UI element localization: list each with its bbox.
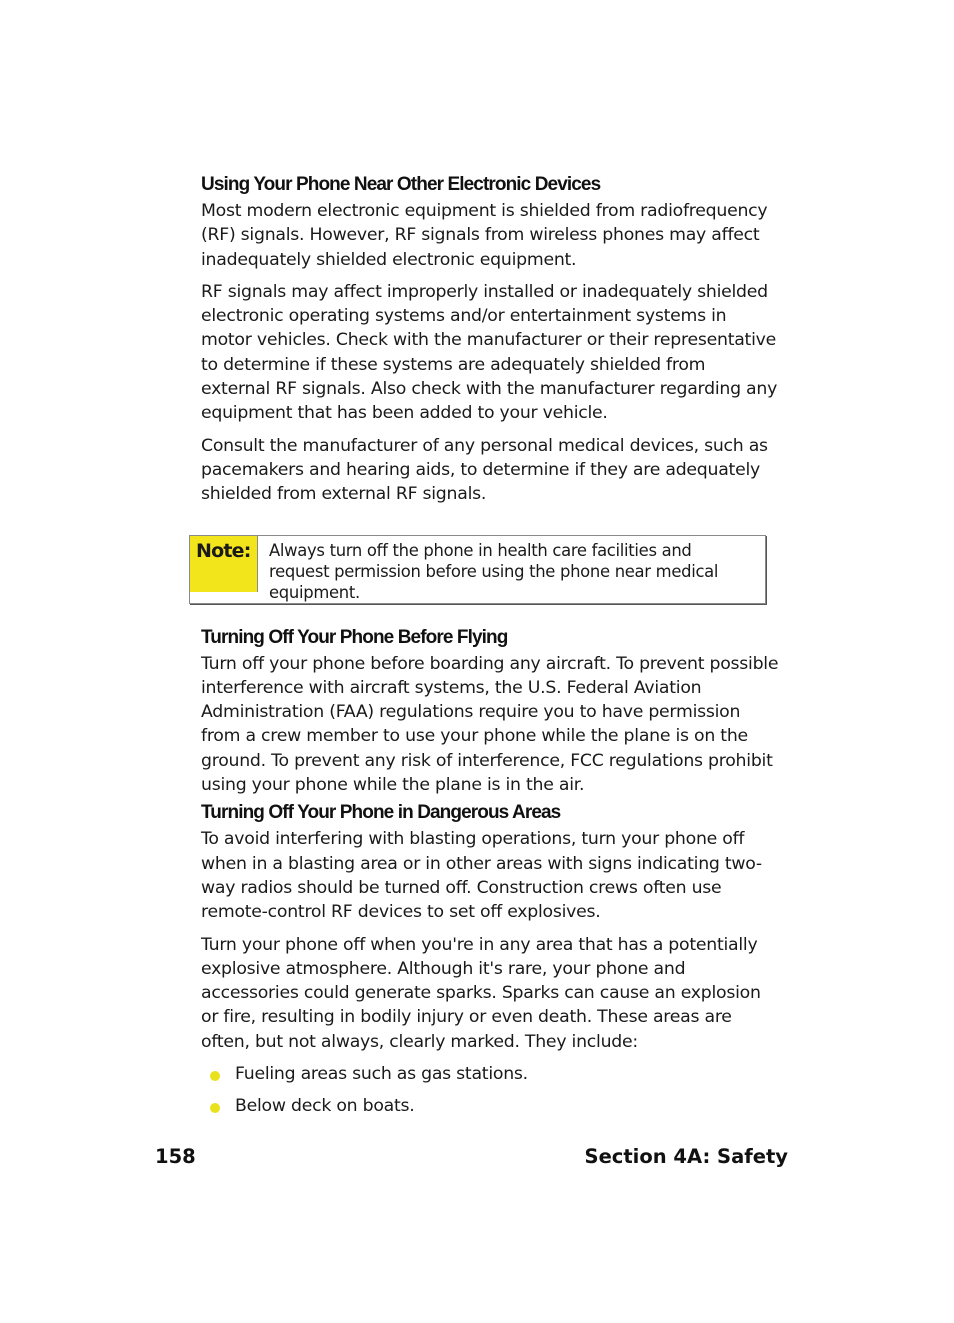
heading-electronic-devices: Using Your Phone Near Other Electronic Devices — [201, 174, 601, 195]
heading-dangerous-areas: Turning Off Your Phone in Dangerous Areas — [201, 802, 561, 824]
paragraph: To avoid interfering with blasting operations, turn your phone off when in a blasting area or in other areas with signs indicating two-way radios should be turned off. Construction crews often use remote-control RF devices to set off explosives. — [201, 829, 762, 923]
note-label: Note: — [190, 536, 258, 592]
section-title: Section 4A: Safety — [584, 1145, 788, 1168]
list-item — [201, 1062, 779, 1086]
list-item-text: Below deck on boats. — [235, 1096, 415, 1117]
bullet-icon — [210, 1071, 220, 1081]
note-box — [189, 535, 766, 604]
list-item-text: Fueling areas such as gas stations. — [235, 1064, 528, 1085]
paragraph: Consult the manufacturer of any personal medical devices, such as pacemakers and hearing aids, to determine if they are adequately shielded from external RF signals. — [201, 435, 768, 505]
bullet-icon — [210, 1103, 220, 1113]
paragraph: Turn off your phone before boarding any aircraft. To prevent possible interference with aircraft systems, the U.S. Federal Aviation Administration (FAA) regulations require you to have permission from a crew member to use your phone while the plane is on the ground. To prevent any risk of interference, FCC regulations prohibit using your phone while the plane is in the air. — [201, 653, 779, 796]
note-text: Always turn off the phone in health care facilities and request permission before using the phone near medical equipment. — [269, 540, 719, 602]
heading-flying: Turning Off Your Phone Before Flying — [201, 626, 508, 648]
list-item — [201, 1094, 779, 1118]
bullet-list — [201, 1062, 779, 1118]
page-footer — [155, 1145, 788, 1168]
paragraph: Turn your phone off when you're in any area that has a potentially explosive atmosphere. Although it's rare, your phone and accessories could generate sparks. Sparks can cause an explosion or fire, resulting in bodily injury or even death. These areas are often, but not always, clearly marked. They include: — [201, 934, 761, 1052]
page-number: 158 — [155, 1145, 196, 1168]
paragraph: Most modern electronic equipment is shielded from radiofrequency (RF) signals. However, RF signals from wireless phones may affect inadequately shielded electronic equipment. — [201, 201, 768, 270]
paragraph: RF signals may affect improperly installed or inadequately shielded electronic operating systems and/or entertainment systems in motor vehicles. Check with the manufacturer or their representative to determine if these systems are adequately shielded from external RF signals. Also check with the manufacturer regarding any equipment that has been added to your vehicle. — [201, 281, 778, 424]
page-content — [196, 171, 779, 1126]
